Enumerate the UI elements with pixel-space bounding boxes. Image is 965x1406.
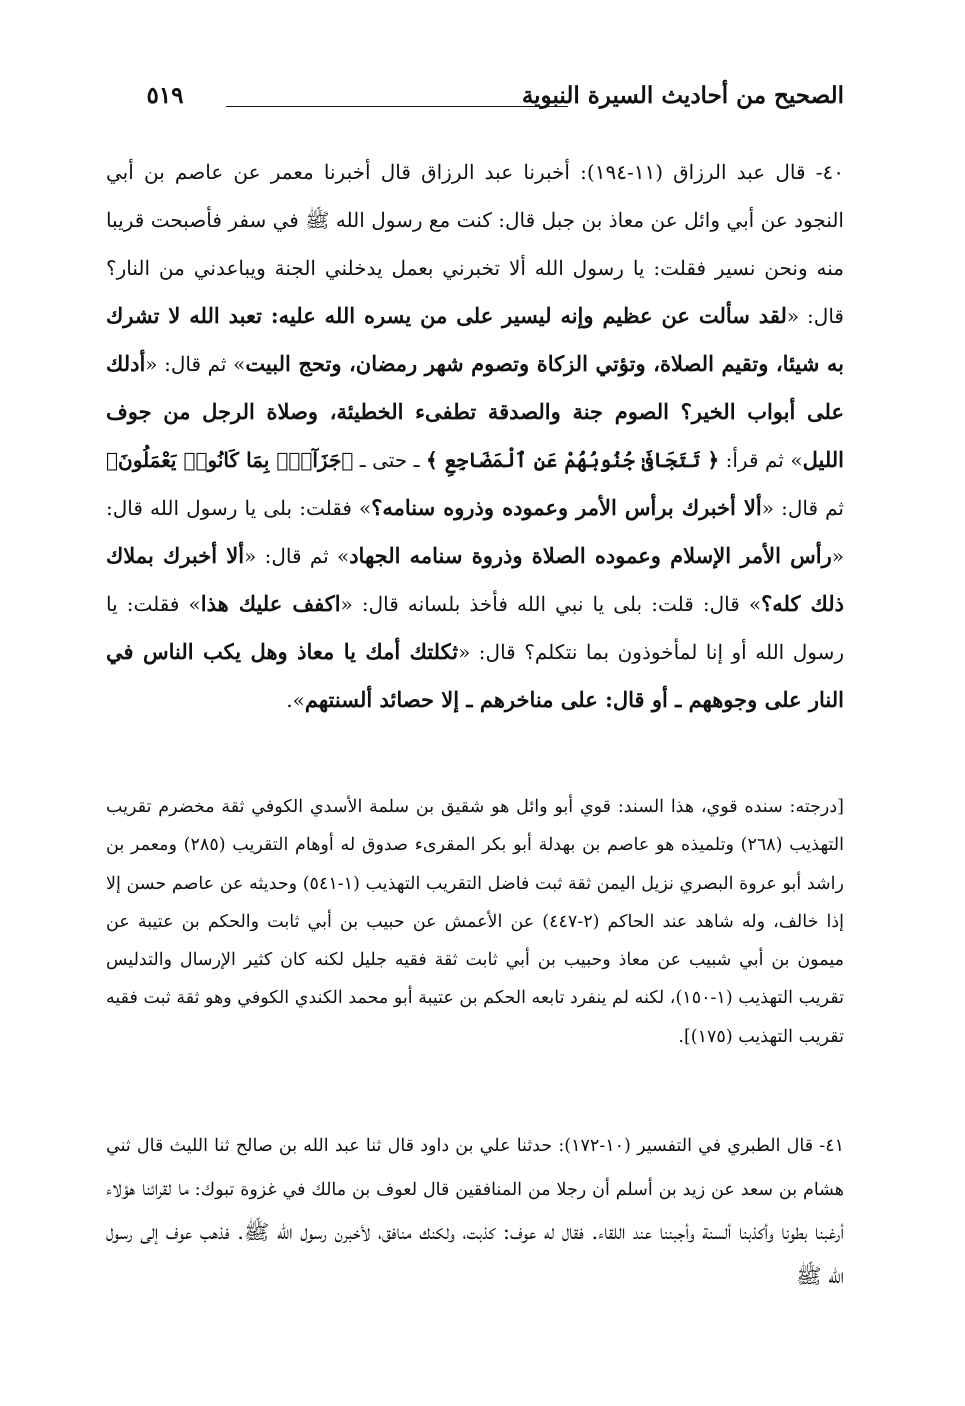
hadith-40-text: ـ حتى ـ — [353, 448, 426, 472]
page-number: ٥١٩ — [146, 82, 184, 109]
hadith-40-text: » ثم قال: « — [244, 544, 350, 568]
prophet-quote: ثكلتك أمك يا معاذ وهل يكب الناس في النار على وجوههم ـ أو قال: على مناخرهم ـ إلا حصائد ألسنتهم — [106, 639, 844, 712]
hadith-40-text: » قال: قلت: بلى يا نبي الله فأخذ بلسانه قال: « — [340, 592, 762, 616]
hadith-40-text: ». — [286, 688, 305, 712]
hadith-40-text: ٤٠- قال عبد الرزاق (١١-١٩٤): أخبرنا عبد الرزاق قال أخبرنا معمر عن عاصم بن أبي النجود عن أبي وائل عن معاذ بن جبل قال: كنت مع رسول الله ﷺ في سفر فأصبحت قريبا منه ونحن نسير فقلت: يا رسول الله ألا تخبرني بعمل يدخلني الجنة ويباعدني من النار؟ قال: « — [106, 160, 845, 328]
hadith-40-text: » فقلت: بلى يا رسول الله قال: « — [106, 496, 844, 568]
grading-text: [درجته: سنده قوي، هذا السند: قوي أبو وائل هو شقيق بن سلمة الأسدي الكوفي ثقة مخضرم تقريب التهذيب (٢٦٨) وتلميذه هو عاصم بن بهدلة أبو بكر المقرىء صدوق له أوهام التقريب (٢٨٥) ومعمر بن راشد أبو عروة البصري نزيل اليمن ثقة ثبت فاضل التقريب التهذيب (١-٥٤١) وحديثه عن عاصم حسن إلا إذا خالف، وله شاهد عند الحاكم (٢-٤٤٧) عن الأعمش عن حبيب بن أبي ثابت والحكم بن عتيبة عن ميمون بن أبي شبيب عن معاذ وحبيب بن أبي ثابت ثقة فقيه جليل لكنه كان كثير الإرسال والتدليس تقريب التهذيب (١-١٥٠)، لكنه لم ينفرد تابعه الحكم بن عتيبة أبو محمد الكندي الكوفي وهو ثقة ثبت فقيه تقريب التهذيب (١٧٥)]. — [106, 797, 845, 1047]
hadith-41-matn: ما لقرائنا هؤلاء أرغبنا بطونا وأكذبنا ألسنة وأجبننا عند اللقاء. فقال له عوف: كذبت، ولكنك منافق، لأخبرن رسول الله ﷺ. فذهب عوف إلى رسول الله ﷺ — [106, 1176, 844, 1288]
hadith-40-text: » ثم قال: « — [145, 352, 246, 376]
quran-verse: ﴿جَزَآءًۢ بِمَا كَانُوا۟ يَعْمَلُونَ﴾ — [106, 448, 354, 472]
hadith-40-text: ثم قال: « — [761, 496, 844, 520]
prophet-quote: لقد سألت عن عظيم وإنه ليسير على من يسره الله عليه: تعبد الله لا تشرك به شيئا، وتقيم الصلاة، وتؤتي الزكاة وتصوم شهر رمضان، وتحج البيت — [106, 303, 844, 376]
header-rule — [226, 106, 568, 107]
prophet-quote: ألا أخبرك بملاك ذلك كله؟ — [106, 543, 844, 616]
quran-verse: ﴿ تَتَجَافَىٰ جُنُوبُهُمْ عَنِ ٱلْمَضَاجِعِ ﴾ — [426, 448, 720, 472]
prophet-quote: أدلك على أبواب الخير؟ الصوم جنة والصدقة تطفىء الخطيئة، وصلاة الرجل من جوف الليل — [106, 351, 845, 472]
hadith-41 — [106, 1126, 844, 1298]
hadith-40-text: » فقلت: يا رسول الله أو إنا لمأخوذون بما نتكلم؟ قال: « — [106, 592, 845, 664]
hadith-40 — [106, 148, 844, 724]
prophet-quote: رأس الأمر الإسلام وعموده الصلاة وذروة سنامه الجهاد — [349, 543, 832, 568]
hadith-40-text: » ثم قرأ: — [719, 448, 803, 472]
prophet-quote: اكفف عليك هذا — [200, 591, 341, 616]
running-head — [104, 82, 844, 122]
hadith-41-isnad: ٤١- قال الطبري في التفسير (١٠-١٧٢): حدثنا علي بن داود قال ثنا عبد الله بن صالح ثنا الليث قال ثني هشام بن سعد عن زيد بن أسلم أن رجلا من المنافقين قال لعوف بن مالك في غزوة تبوك: — [106, 1136, 844, 1200]
book-title: الصحيح من أحاديث السيرة النبوية — [521, 82, 844, 109]
hadith-40-grading — [106, 788, 844, 1056]
prophet-quote: ألا أخبرك برأس الأمر وعموده وذروه سنامه؟ — [371, 495, 762, 520]
